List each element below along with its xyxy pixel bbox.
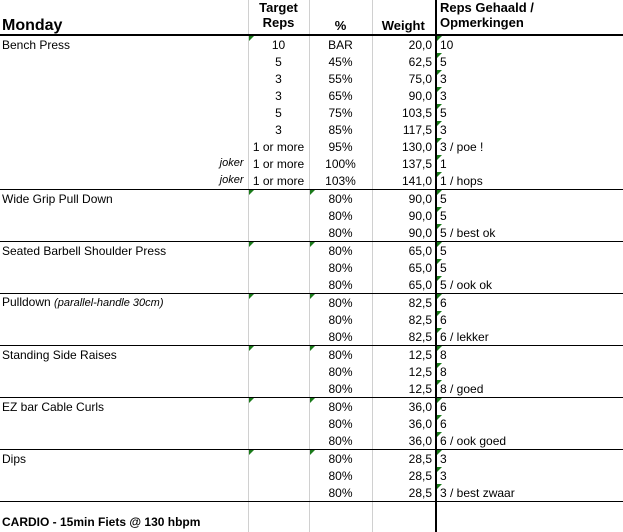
percent-cell[interactable]: 80% bbox=[309, 450, 372, 468]
table-row bbox=[0, 121, 623, 138]
table-row bbox=[0, 259, 623, 276]
target-reps-cell[interactable]: 10 bbox=[248, 35, 309, 53]
cardio-cell[interactable]: CARDIO - 15min Fiets @ 130 hbpm bbox=[0, 512, 248, 532]
exercise-name: Seated Barbell Shoulder Press bbox=[2, 243, 167, 258]
table-row bbox=[0, 190, 623, 208]
percent-cell[interactable]: 80% bbox=[309, 398, 372, 416]
percent-cell[interactable]: 80% bbox=[309, 328, 372, 346]
table-row bbox=[0, 155, 623, 172]
table-row bbox=[0, 172, 623, 190]
percent-cell[interactable]: 80% bbox=[309, 190, 372, 208]
header-row-1 bbox=[0, 0, 623, 35]
header-weight-label: Weight bbox=[381, 18, 425, 33]
empty-cell[interactable] bbox=[309, 512, 372, 532]
weight-cell[interactable]: 36,0 bbox=[372, 415, 436, 432]
exercise-name-cell[interactable] bbox=[0, 172, 248, 190]
reps-gehaald-cell[interactable]: 6 / ook goed bbox=[436, 432, 623, 450]
exercise-name-cell[interactable] bbox=[0, 53, 248, 70]
cardio-row bbox=[0, 512, 623, 532]
target-reps-cell[interactable] bbox=[248, 328, 309, 346]
header-reps-gehaald-label: Reps Gehaald / Opmerkingen bbox=[440, 0, 534, 30]
percent-cell[interactable]: 80% bbox=[309, 207, 372, 224]
exercise-name-cell[interactable] bbox=[0, 415, 248, 432]
reps-gehaald-cell[interactable]: 5 bbox=[436, 259, 623, 276]
empty-cell[interactable] bbox=[436, 512, 623, 532]
reps-gehaald-cell[interactable]: 6 / lekker bbox=[436, 328, 623, 346]
table-row bbox=[0, 242, 623, 260]
exercise-name-cell[interactable] bbox=[0, 432, 248, 450]
header-weight[interactable] bbox=[372, 0, 436, 35]
weight-cell[interactable]: 75,0 bbox=[372, 70, 436, 87]
percent-cell[interactable]: 80% bbox=[309, 484, 372, 502]
reps-gehaald-cell[interactable]: 8 / goed bbox=[436, 380, 623, 398]
target-reps-cell[interactable]: 5 bbox=[248, 104, 309, 121]
percent-cell[interactable]: BAR bbox=[309, 35, 372, 53]
exercise-name-cell[interactable] bbox=[0, 398, 248, 416]
reps-gehaald-cell[interactable]: 5 / ook ok bbox=[436, 276, 623, 294]
target-reps-cell[interactable] bbox=[248, 415, 309, 432]
percent-cell[interactable]: 55% bbox=[309, 70, 372, 87]
table-row bbox=[0, 224, 623, 242]
percent-cell[interactable]: 80% bbox=[309, 346, 372, 364]
target-reps-cell[interactable] bbox=[248, 467, 309, 484]
target-reps-cell[interactable] bbox=[248, 363, 309, 380]
weight-cell[interactable]: 90,0 bbox=[372, 224, 436, 242]
reps-gehaald-cell[interactable]: 6 bbox=[436, 294, 623, 312]
table-row bbox=[0, 346, 623, 364]
weight-cell[interactable]: 103,5 bbox=[372, 104, 436, 121]
weight-cell[interactable]: 65,0 bbox=[372, 242, 436, 260]
empty-cell[interactable] bbox=[436, 502, 623, 513]
weight-cell[interactable]: 90,0 bbox=[372, 87, 436, 104]
table-row bbox=[0, 294, 623, 312]
table-row bbox=[0, 35, 623, 53]
exercise-name-cell[interactable] bbox=[0, 70, 248, 87]
reps-gehaald-cell[interactable]: 6 bbox=[436, 311, 623, 328]
reps-gehaald-cell[interactable]: 3 bbox=[436, 70, 623, 87]
target-reps-cell[interactable] bbox=[248, 259, 309, 276]
table-row bbox=[0, 363, 623, 380]
percent-cell[interactable]: 80% bbox=[309, 467, 372, 484]
target-reps-cell[interactable] bbox=[248, 450, 309, 468]
table-row bbox=[0, 484, 623, 502]
reps-gehaald-cell[interactable]: 5 bbox=[436, 104, 623, 121]
spacer-row bbox=[0, 502, 623, 513]
header-reps-gehaald[interactable] bbox=[436, 0, 623, 35]
exercise-name-cell[interactable] bbox=[0, 311, 248, 328]
header-target-reps-label: Target Reps bbox=[259, 0, 298, 30]
weight-cell[interactable]: 90,0 bbox=[372, 190, 436, 208]
percent-cell[interactable]: 80% bbox=[309, 415, 372, 432]
percent-cell[interactable]: 80% bbox=[309, 363, 372, 380]
joker-label: joker bbox=[219, 157, 244, 169]
exercise-name-cell[interactable] bbox=[0, 294, 248, 312]
weight-cell[interactable]: 130,0 bbox=[372, 138, 436, 155]
reps-gehaald-cell[interactable]: 5 / best ok bbox=[436, 224, 623, 242]
reps-gehaald-cell[interactable]: 6 bbox=[436, 415, 623, 432]
table-row bbox=[0, 104, 623, 121]
exercise-name-cell[interactable] bbox=[0, 467, 248, 484]
exercise-name: EZ bar Cable Curls bbox=[2, 399, 105, 414]
percent-cell[interactable]: 80% bbox=[309, 224, 372, 242]
exercise-name-cell[interactable] bbox=[0, 484, 248, 502]
exercise-name: Wide Grip Pull Down bbox=[2, 191, 113, 206]
reps-gehaald-cell[interactable]: 10 bbox=[436, 35, 623, 53]
percent-cell[interactable]: 80% bbox=[309, 276, 372, 294]
table-row bbox=[0, 276, 623, 294]
exercise-name-cell[interactable] bbox=[0, 104, 248, 121]
percent-cell[interactable]: 80% bbox=[309, 294, 372, 312]
exercise-name-cell[interactable] bbox=[0, 224, 248, 242]
percent-cell[interactable]: 80% bbox=[309, 380, 372, 398]
exercise-name-cell[interactable] bbox=[0, 450, 248, 468]
reps-gehaald-cell[interactable]: 5 bbox=[436, 53, 623, 70]
weight-cell[interactable]: 82,5 bbox=[372, 294, 436, 312]
exercise-name: Dips bbox=[2, 451, 27, 466]
exercise-name-cell[interactable] bbox=[0, 346, 248, 364]
day-title[interactable]: Monday bbox=[0, 0, 248, 35]
exercise-name-cell[interactable] bbox=[0, 259, 248, 276]
exercise-name-cell[interactable] bbox=[0, 363, 248, 380]
target-reps-cell[interactable]: 1 or more bbox=[248, 172, 309, 190]
weight-cell[interactable]: 65,0 bbox=[372, 276, 436, 294]
target-reps-cell[interactable] bbox=[248, 484, 309, 502]
weight-cell[interactable]: 117,5 bbox=[372, 121, 436, 138]
target-reps-cell[interactable] bbox=[248, 294, 309, 312]
table-row bbox=[0, 415, 623, 432]
weight-cell[interactable]: 137,5 bbox=[372, 155, 436, 172]
weight-cell[interactable]: 28,5 bbox=[372, 450, 436, 468]
percent-cell[interactable]: 103% bbox=[309, 172, 372, 190]
exercise-name-cell[interactable] bbox=[0, 328, 248, 346]
reps-gehaald-cell[interactable]: 5 bbox=[436, 242, 623, 260]
weight-cell[interactable]: 141,0 bbox=[372, 172, 436, 190]
reps-gehaald-cell[interactable]: 1 bbox=[436, 155, 623, 172]
header-pct[interactable] bbox=[309, 0, 372, 35]
exercise-name-cell[interactable] bbox=[0, 87, 248, 104]
percent-cell[interactable]: 80% bbox=[309, 242, 372, 260]
exercise-name-cell[interactable] bbox=[0, 380, 248, 398]
percent-cell[interactable]: 80% bbox=[309, 432, 372, 450]
exercise-name-cell[interactable] bbox=[0, 190, 248, 208]
weight-cell[interactable]: 62,5 bbox=[372, 53, 436, 70]
target-reps-cell[interactable] bbox=[248, 311, 309, 328]
exercise-name: Bench Press bbox=[2, 37, 71, 52]
target-reps-cell[interactable] bbox=[248, 380, 309, 398]
table-row bbox=[0, 311, 623, 328]
percent-cell[interactable]: 80% bbox=[309, 259, 372, 276]
empty-cell[interactable] bbox=[248, 512, 309, 532]
exercise-name-cell[interactable] bbox=[0, 138, 248, 155]
exercise-name: Pulldown bbox=[2, 295, 51, 309]
percent-cell[interactable]: 80% bbox=[309, 311, 372, 328]
weight-cell[interactable]: 28,5 bbox=[372, 484, 436, 502]
reps-gehaald-cell[interactable]: 8 bbox=[436, 346, 623, 364]
table-row bbox=[0, 328, 623, 346]
reps-gehaald-cell[interactable]: 3 bbox=[436, 450, 623, 468]
exercise-note: (parallel-handle 30cm) bbox=[54, 297, 164, 309]
empty-cell[interactable] bbox=[372, 502, 436, 513]
reps-gehaald-cell[interactable]: 5 bbox=[436, 207, 623, 224]
weight-cell[interactable]: 65,0 bbox=[372, 259, 436, 276]
weight-cell[interactable]: 36,0 bbox=[372, 432, 436, 450]
empty-cell[interactable] bbox=[0, 502, 248, 513]
table-row bbox=[0, 70, 623, 87]
target-reps-cell[interactable]: 1 or more bbox=[248, 155, 309, 172]
target-reps-cell[interactable] bbox=[248, 242, 309, 260]
target-reps-cell[interactable]: 3 bbox=[248, 121, 309, 138]
empty-cell[interactable] bbox=[309, 502, 372, 513]
weight-cell[interactable]: 20,0 bbox=[372, 35, 436, 53]
exercise-name-cell[interactable] bbox=[0, 242, 248, 260]
reps-gehaald-cell[interactable]: 8 bbox=[436, 363, 623, 380]
reps-gehaald-cell[interactable]: 3 bbox=[436, 121, 623, 138]
table-row bbox=[0, 380, 623, 398]
weight-cell[interactable]: 12,5 bbox=[372, 363, 436, 380]
weight-cell[interactable]: 90,0 bbox=[372, 207, 436, 224]
exercise-name-cell[interactable] bbox=[0, 276, 248, 294]
exercise-name-cell[interactable] bbox=[0, 207, 248, 224]
target-reps-cell[interactable]: 1 or more bbox=[248, 138, 309, 155]
table-row bbox=[0, 450, 623, 468]
table-row bbox=[0, 207, 623, 224]
reps-gehaald-cell[interactable]: 3 / poe ! bbox=[436, 138, 623, 155]
exercise-name-cell[interactable] bbox=[0, 121, 248, 138]
table-row bbox=[0, 138, 623, 155]
target-reps-cell[interactable] bbox=[248, 432, 309, 450]
weight-cell[interactable]: 82,5 bbox=[372, 328, 436, 346]
empty-cell[interactable] bbox=[372, 512, 436, 532]
weight-cell[interactable]: 12,5 bbox=[372, 346, 436, 364]
weight-cell[interactable]: 82,5 bbox=[372, 311, 436, 328]
target-reps-cell[interactable] bbox=[248, 190, 309, 208]
table-row bbox=[0, 432, 623, 450]
weight-cell[interactable]: 36,0 bbox=[372, 398, 436, 416]
empty-cell[interactable] bbox=[248, 502, 309, 513]
weight-cell[interactable]: 28,5 bbox=[372, 467, 436, 484]
header-target-reps[interactable] bbox=[248, 0, 309, 35]
exercise-name-cell[interactable] bbox=[0, 35, 248, 53]
table-row bbox=[0, 467, 623, 484]
target-reps-cell[interactable] bbox=[248, 346, 309, 364]
joker-label: joker bbox=[219, 174, 244, 186]
reps-gehaald-cell[interactable]: 1 / hops bbox=[436, 172, 623, 190]
target-reps-cell[interactable]: 5 bbox=[248, 53, 309, 70]
header-pct-label: % bbox=[334, 18, 347, 33]
table-row bbox=[0, 398, 623, 416]
reps-gehaald-cell[interactable]: 6 bbox=[436, 398, 623, 416]
percent-cell[interactable]: 75% bbox=[309, 104, 372, 121]
target-reps-cell[interactable] bbox=[248, 207, 309, 224]
target-reps-cell[interactable] bbox=[248, 398, 309, 416]
weight-cell[interactable]: 12,5 bbox=[372, 380, 436, 398]
target-reps-cell[interactable]: 3 bbox=[248, 87, 309, 104]
percent-cell[interactable]: 45% bbox=[309, 53, 372, 70]
reps-gehaald-cell[interactable]: 5 bbox=[436, 190, 623, 208]
percent-cell[interactable]: 65% bbox=[309, 87, 372, 104]
exercise-name: Standing Side Raises bbox=[2, 347, 117, 362]
exercise-name-cell[interactable] bbox=[0, 155, 248, 172]
reps-gehaald-cell[interactable]: 3 bbox=[436, 467, 623, 484]
target-reps-cell[interactable] bbox=[248, 276, 309, 294]
reps-gehaald-cell[interactable]: 3 / best zwaar bbox=[436, 484, 623, 502]
reps-gehaald-cell[interactable]: 3 bbox=[436, 87, 623, 104]
target-reps-cell[interactable] bbox=[248, 224, 309, 242]
table-row bbox=[0, 87, 623, 104]
target-reps-cell[interactable]: 3 bbox=[248, 70, 309, 87]
percent-cell[interactable]: 95% bbox=[309, 138, 372, 155]
table-row bbox=[0, 53, 623, 70]
percent-cell[interactable]: 85% bbox=[309, 121, 372, 138]
percent-cell[interactable]: 100% bbox=[309, 155, 372, 172]
